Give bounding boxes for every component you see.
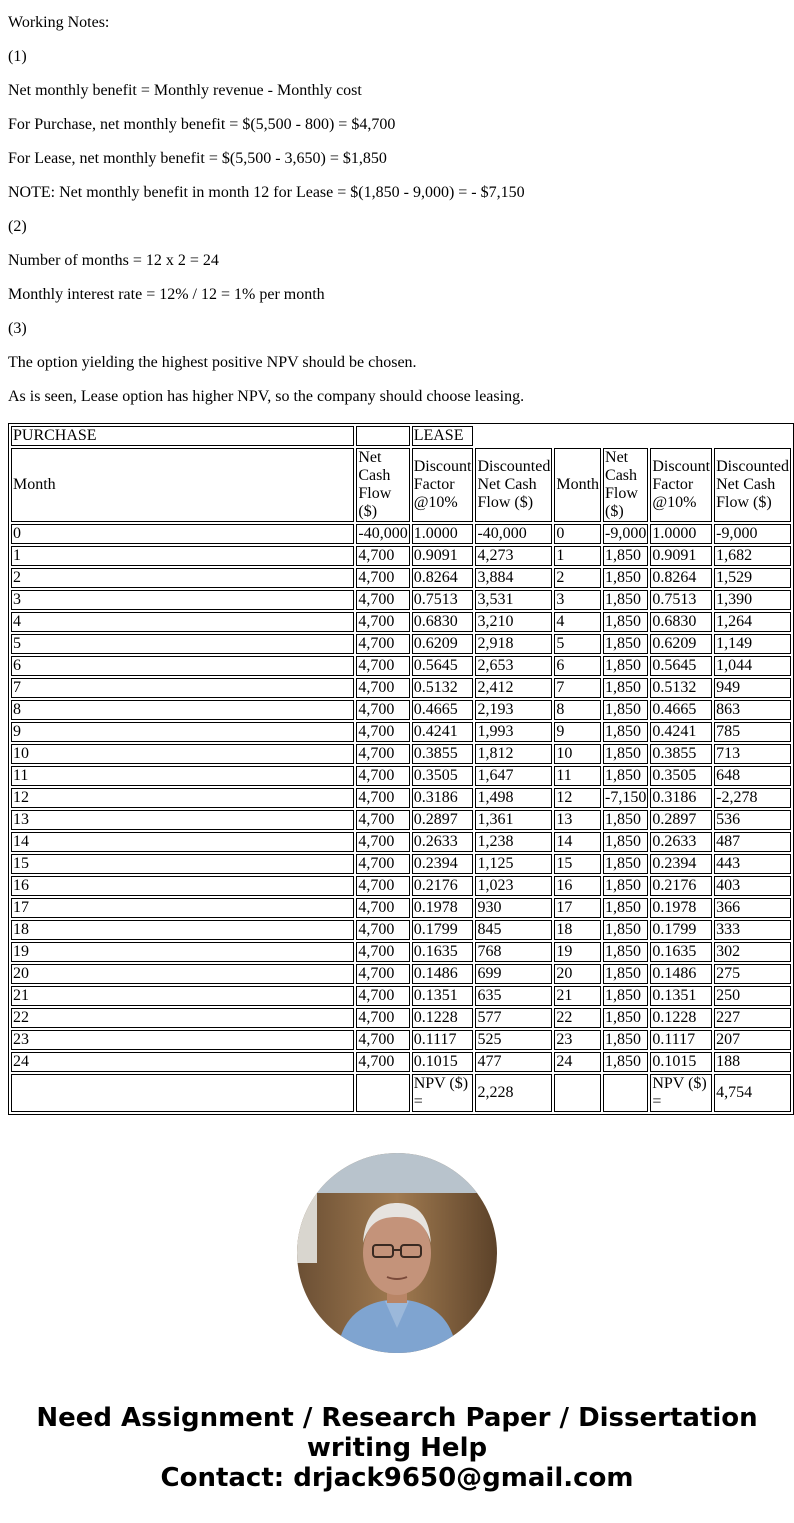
cell-month: 19: [554, 942, 601, 962]
cell-discount-factor: 0.8264: [650, 568, 712, 588]
header-discount-factor: Discount Factor @10%: [412, 448, 474, 522]
cell-net-cash-flow: 4,700: [356, 832, 409, 852]
table-row: [11, 744, 791, 764]
cell-month: 9: [554, 722, 601, 742]
cell-net-cash-flow: 4,700: [356, 920, 409, 940]
table-row: [11, 612, 791, 632]
cell-month: 21: [11, 986, 354, 1006]
table-row: [11, 920, 791, 940]
note-line: Net monthly benefit = Monthly revenue - Monthly cost: [8, 82, 362, 99]
lease-npv-value: 4,754: [714, 1074, 791, 1112]
cell-net-cash-flow: 4,700: [356, 634, 409, 654]
cell-discount-factor: 0.5132: [650, 678, 712, 698]
cell-month: 6: [11, 656, 354, 676]
cell-discount-factor: 0.2176: [650, 876, 712, 896]
cell-discounted-ncf: 785: [714, 722, 791, 742]
cell-month: 11: [11, 766, 354, 786]
cell-discounted-ncf: 4,273: [475, 546, 552, 566]
cell-discounted-ncf: 845: [475, 920, 552, 940]
cell-discount-factor: 0.1351: [412, 986, 474, 1006]
npv-label: NPV ($) =: [650, 1074, 712, 1112]
header-blank: [356, 426, 409, 446]
cell-discounted-ncf: 333: [714, 920, 791, 940]
cell-discounted-ncf: 2,193: [475, 700, 552, 720]
purchase-npv-value: 2,228: [475, 1074, 552, 1112]
cell-month: 17: [554, 898, 601, 918]
cell-month: 16: [554, 876, 601, 896]
cell-discounted-ncf: 1,361: [475, 810, 552, 830]
cell-discounted-ncf: 2,653: [475, 656, 552, 676]
cell-net-cash-flow: 1,850: [603, 964, 648, 984]
note-number-2: (2): [8, 218, 27, 235]
cell-discount-factor: 0.7513: [650, 590, 712, 610]
cell-net-cash-flow: 4,700: [356, 766, 409, 786]
cell-discount-factor: 0.3186: [650, 788, 712, 808]
npv-table: [8, 423, 794, 1115]
table-row: [11, 876, 791, 896]
cell-discount-factor: 0.5132: [412, 678, 474, 698]
cell-discount-factor: 0.1228: [412, 1008, 474, 1028]
cell-month: 8: [11, 700, 354, 720]
table-row: [11, 634, 791, 654]
cell-discounted-ncf: -9,000: [714, 524, 791, 544]
cell-net-cash-flow: 4,700: [356, 810, 409, 830]
npv-total-row: [11, 1074, 791, 1112]
cell-net-cash-flow: 1,850: [603, 612, 648, 632]
cell-month: 10: [554, 744, 601, 764]
header-month: Month: [11, 448, 354, 522]
cell-month: 19: [11, 942, 354, 962]
cell-discount-factor: 0.3505: [650, 766, 712, 786]
cell-net-cash-flow: 1,850: [603, 568, 648, 588]
cell-discounted-ncf: 768: [475, 942, 552, 962]
cell-discounted-ncf: 3,531: [475, 590, 552, 610]
cell-net-cash-flow: 4,700: [356, 568, 409, 588]
cell-net-cash-flow: 4,700: [356, 546, 409, 566]
blank-cell: [554, 1074, 601, 1112]
cell-discounted-ncf: 1,993: [475, 722, 552, 742]
header-net-cash-flow: Net Cash Flow ($): [356, 448, 409, 522]
cell-discounted-ncf: 477: [475, 1052, 552, 1072]
cell-month: 21: [554, 986, 601, 1006]
lease-label: LEASE: [412, 426, 474, 446]
cell-discounted-ncf: 302: [714, 942, 791, 962]
cell-discounted-ncf: 635: [475, 986, 552, 1006]
cell-discount-factor: 0.4241: [650, 722, 712, 742]
cell-discount-factor: 0.1486: [650, 964, 712, 984]
cell-net-cash-flow: 4,700: [356, 656, 409, 676]
note-line: The option yielding the highest positive NPV should be chosen.: [8, 354, 417, 371]
table-row: [11, 656, 791, 676]
table-row: [11, 568, 791, 588]
cell-discount-factor: 0.1978: [650, 898, 712, 918]
cell-discount-factor: 0.5645: [650, 656, 712, 676]
cell-month: 9: [11, 722, 354, 742]
cell-net-cash-flow: 4,700: [356, 1008, 409, 1028]
cell-discount-factor: 0.4665: [412, 700, 474, 720]
note-number-3: (3): [8, 320, 27, 337]
cell-net-cash-flow: 4,700: [356, 590, 409, 610]
cell-discount-factor: 0.8264: [412, 568, 474, 588]
table-row: [11, 810, 791, 830]
cell-discount-factor: 0.2394: [412, 854, 474, 874]
cell-discount-factor: 0.2633: [412, 832, 474, 852]
table-row: [11, 722, 791, 742]
table-row: [11, 700, 791, 720]
cell-discounted-ncf: 487: [714, 832, 791, 852]
cell-discount-factor: 0.1015: [650, 1052, 712, 1072]
cell-net-cash-flow: 1,850: [603, 854, 648, 874]
table-row: [11, 986, 791, 1006]
cell-month: 10: [11, 744, 354, 764]
cell-discount-factor: 0.1117: [650, 1030, 712, 1050]
cell-month: 22: [11, 1008, 354, 1028]
purchase-label: PURCHASE: [11, 426, 354, 446]
cell-discounted-ncf: 1,498: [475, 788, 552, 808]
blank-cell: [603, 1074, 648, 1112]
cell-month: 17: [11, 898, 354, 918]
cell-discount-factor: 0.2394: [650, 854, 712, 874]
cell-discounted-ncf: 1,044: [714, 656, 791, 676]
cell-discount-factor: 0.1799: [650, 920, 712, 940]
cell-discounted-ncf: 207: [714, 1030, 791, 1050]
cell-month: 4: [11, 612, 354, 632]
table-row: [11, 788, 791, 808]
cell-net-cash-flow: 1,850: [603, 700, 648, 720]
cell-net-cash-flow: 1,850: [603, 744, 648, 764]
note-line: Number of months = 12 x 2 = 24: [8, 252, 219, 269]
cell-discount-factor: 0.3186: [412, 788, 474, 808]
cell-month: 24: [11, 1052, 354, 1072]
note-line: For Purchase, net monthly benefit = $(5,500 - 800) = $4,700: [8, 116, 396, 133]
cell-month: 6: [554, 656, 601, 676]
cell-month: 1: [11, 546, 354, 566]
cell-month: 12: [11, 788, 354, 808]
cell-month: 12: [554, 788, 601, 808]
cell-month: 24: [554, 1052, 601, 1072]
cell-month: 2: [554, 568, 601, 588]
cell-net-cash-flow: -7,150: [605, 789, 647, 806]
table-row: [11, 964, 791, 984]
cell-discounted-ncf: 3,884: [475, 568, 552, 588]
cell-discounted-ncf: 648: [714, 766, 791, 786]
cell-discount-factor: 1.0000: [650, 524, 712, 544]
table-row: [11, 766, 791, 786]
banner-contact: Contact: drjack9650@gmail.com: [160, 1463, 634, 1493]
npv-label: NPV ($) =: [412, 1074, 474, 1112]
cell-discount-factor: 0.3505: [412, 766, 474, 786]
cell-net-cash-flow: 1,850: [603, 920, 648, 940]
cell-discounted-ncf: 1,238: [475, 832, 552, 852]
table-row: [11, 590, 791, 610]
header-net-cash-flow: Net Cash Flow ($): [603, 448, 648, 522]
note-number-1: (1): [8, 48, 27, 65]
cell-discounted-ncf: 1,390: [714, 590, 791, 610]
cell-net-cash-flow: 4,700: [356, 744, 409, 764]
cell-discount-factor: 0.3855: [412, 744, 474, 764]
cell-month: 13: [554, 810, 601, 830]
cell-discounted-ncf: 403: [714, 876, 791, 896]
cell-month: 15: [11, 854, 354, 874]
cell-discount-factor: 0.1978: [412, 898, 474, 918]
cell-discounted-ncf: 949: [714, 678, 791, 698]
cell-discounted-ncf: 1,529: [714, 568, 791, 588]
cell-discount-factor: 0.2176: [412, 876, 474, 896]
cell-discount-factor: 0.6830: [412, 612, 474, 632]
cell-month: 20: [554, 964, 601, 984]
cell-discount-factor: 0.9091: [412, 546, 474, 566]
cell-discounted-ncf: 1,812: [475, 744, 552, 764]
cell-discount-factor: 0.4241: [412, 722, 474, 742]
cell-net-cash-flow: -40,000: [358, 525, 408, 542]
table-row: [11, 546, 791, 566]
cell-discounted-ncf: 1,264: [714, 612, 791, 632]
author-portrait: [297, 1153, 497, 1353]
table-row: [11, 854, 791, 874]
notes-heading: Working Notes:: [8, 14, 110, 31]
cell-discounted-ncf: 2,412: [475, 678, 552, 698]
cell-month: 15: [554, 854, 601, 874]
cell-discount-factor: 0.2633: [650, 832, 712, 852]
cell-month: 3: [11, 590, 354, 610]
cell-discounted-ncf: 1,647: [475, 766, 552, 786]
cell-month: 5: [554, 634, 601, 654]
cell-discounted-ncf: 930: [475, 898, 552, 918]
cell-net-cash-flow: 1,850: [603, 898, 648, 918]
cell-net-cash-flow: 4,700: [356, 854, 409, 874]
cell-net-cash-flow: 1,850: [603, 832, 648, 852]
cell-net-cash-flow: 1,850: [603, 876, 648, 896]
cell-discount-factor: 0.6830: [650, 612, 712, 632]
cell-month: 8: [554, 700, 601, 720]
cell-net-cash-flow: 1,850: [603, 590, 648, 610]
cell-net-cash-flow: 4,700: [356, 1052, 409, 1072]
cell-month: 4: [554, 612, 601, 632]
cell-month: 22: [554, 1008, 601, 1028]
cell-discount-factor: 0.9091: [650, 546, 712, 566]
cell-discount-factor: 0.1486: [412, 964, 474, 984]
table-row: [11, 678, 791, 698]
cell-discounted-ncf: 536: [714, 810, 791, 830]
cell-discounted-ncf: 2,918: [475, 634, 552, 654]
cell-net-cash-flow: 4,700: [356, 700, 409, 720]
cell-discounted-ncf: 443: [714, 854, 791, 874]
banner-line-2: writing Help: [306, 1433, 488, 1463]
cell-net-cash-flow: 4,700: [356, 942, 409, 962]
cell-month: 14: [554, 832, 601, 852]
cell-discounted-ncf: 1,149: [714, 634, 791, 654]
cell-discount-factor: 0.6209: [412, 634, 474, 654]
cell-discounted-ncf: 366: [714, 898, 791, 918]
cell-net-cash-flow: 4,700: [356, 1030, 409, 1050]
cell-discount-factor: 0.7513: [412, 590, 474, 610]
cell-discounted-ncf: 713: [714, 744, 791, 764]
cell-net-cash-flow: 1,850: [603, 986, 648, 1006]
table-row: [11, 942, 791, 962]
cell-discount-factor: 0.2897: [412, 810, 474, 830]
header-month: Month: [554, 448, 601, 522]
cell-discount-factor: 0.1015: [412, 1052, 474, 1072]
cell-net-cash-flow: 1,850: [603, 942, 648, 962]
cell-month: 0: [554, 524, 601, 544]
header-discounted-ncf: Discounted Net Cash Flow ($): [714, 448, 791, 522]
cell-discounted-ncf: 577: [475, 1008, 552, 1028]
cell-month: 18: [554, 920, 601, 940]
header-discount-factor: Discount Factor @10%: [650, 448, 712, 522]
cell-net-cash-flow: 4,700: [356, 678, 409, 698]
cell-month: 5: [11, 634, 354, 654]
cell-month: 2: [11, 568, 354, 588]
cell-discount-factor: 0.1117: [412, 1030, 474, 1050]
note-line: For Lease, net monthly benefit = $(5,500 - 3,650) = $1,850: [8, 150, 387, 167]
table-row: [11, 1030, 791, 1050]
cell-month: 11: [554, 766, 601, 786]
note-line: Monthly interest rate = 12% / 12 = 1% per month: [8, 286, 325, 303]
cell-net-cash-flow: 1,850: [603, 1008, 648, 1028]
cell-month: 14: [11, 832, 354, 852]
cell-discounted-ncf: -2,278: [714, 788, 791, 808]
cell-net-cash-flow: 1,850: [603, 634, 648, 654]
cell-discount-factor: 0.5645: [412, 656, 474, 676]
cell-month: 16: [11, 876, 354, 896]
note-line: NOTE: Net monthly benefit in month 12 for Lease = $(1,850 - 9,000) = - $7,150: [8, 184, 525, 201]
author-photo: [297, 1153, 497, 1353]
working-notes: [8, 0, 788, 408]
cell-discounted-ncf: 275: [714, 964, 791, 984]
cell-discounted-ncf: 1,023: [475, 876, 552, 896]
cell-discounted-ncf: 188: [714, 1052, 791, 1072]
cell-month: 23: [554, 1030, 601, 1050]
cell-discounted-ncf: 227: [714, 1008, 791, 1028]
cell-net-cash-flow: 4,700: [356, 986, 409, 1006]
cell-month: 0: [11, 524, 354, 544]
cell-month: 1: [554, 546, 601, 566]
cell-month: 13: [11, 810, 354, 830]
cell-net-cash-flow: 1,850: [603, 766, 648, 786]
cell-net-cash-flow: 4,700: [356, 612, 409, 632]
cell-net-cash-flow: 1,850: [603, 678, 648, 698]
cell-discounted-ncf: 250: [714, 986, 791, 1006]
cell-net-cash-flow: 4,700: [356, 898, 409, 918]
header-discounted-ncf: Discounted Net Cash Flow ($): [475, 448, 552, 522]
cell-net-cash-flow: 1,850: [603, 810, 648, 830]
cell-discount-factor: 0.2897: [650, 810, 712, 830]
blank-cell: [11, 1074, 354, 1112]
cell-discount-factor: 1.0000: [412, 524, 474, 544]
cell-net-cash-flow: -9,000: [605, 525, 647, 542]
cell-net-cash-flow: 4,700: [356, 722, 409, 742]
cell-month: 18: [11, 920, 354, 940]
cell-discount-factor: 0.1635: [650, 942, 712, 962]
table-row: [11, 898, 791, 918]
blank-cell: [356, 1074, 409, 1112]
cell-net-cash-flow: 4,700: [356, 788, 409, 808]
cell-discount-factor: 0.1351: [650, 986, 712, 1006]
cell-discount-factor: 0.6209: [650, 634, 712, 654]
banner-line-1: Need Assignment / Research Paper / Dissertation: [36, 1403, 758, 1433]
cell-net-cash-flow: 1,850: [603, 1052, 648, 1072]
note-line: As is seen, Lease option has higher NPV, so the company should choose leasing.: [8, 388, 525, 405]
cell-discounted-ncf: 525: [475, 1030, 552, 1050]
table-row: [11, 1008, 791, 1028]
cell-net-cash-flow: 1,850: [603, 656, 648, 676]
cell-discounted-ncf: 1,682: [714, 546, 791, 566]
cell-discount-factor: 0.1635: [412, 942, 474, 962]
contact-banner: [0, 1403, 794, 1493]
cell-discount-factor: 0.1228: [650, 1008, 712, 1028]
table-row: [11, 1052, 791, 1072]
cell-discount-factor: 0.4665: [650, 700, 712, 720]
cell-discounted-ncf: 1,125: [475, 854, 552, 874]
cell-discounted-ncf: -40,000: [475, 524, 552, 544]
cell-month: 7: [554, 678, 601, 698]
cell-month: 7: [11, 678, 354, 698]
table-row: [11, 524, 791, 544]
cell-discount-factor: 0.1799: [412, 920, 474, 940]
cell-discount-factor: 0.3855: [650, 744, 712, 764]
cell-net-cash-flow: 1,850: [603, 546, 648, 566]
cell-net-cash-flow: 1,850: [603, 722, 648, 742]
cell-month: 3: [554, 590, 601, 610]
cell-net-cash-flow: 4,700: [356, 876, 409, 896]
cell-month: 23: [11, 1030, 354, 1050]
table-row: [11, 832, 791, 852]
cell-net-cash-flow: 1,850: [603, 1030, 648, 1050]
cell-discounted-ncf: 699: [475, 964, 552, 984]
cell-net-cash-flow: 4,700: [356, 964, 409, 984]
cell-month: 20: [11, 964, 354, 984]
cell-discounted-ncf: 3,210: [475, 612, 552, 632]
cell-discounted-ncf: 863: [714, 700, 791, 720]
